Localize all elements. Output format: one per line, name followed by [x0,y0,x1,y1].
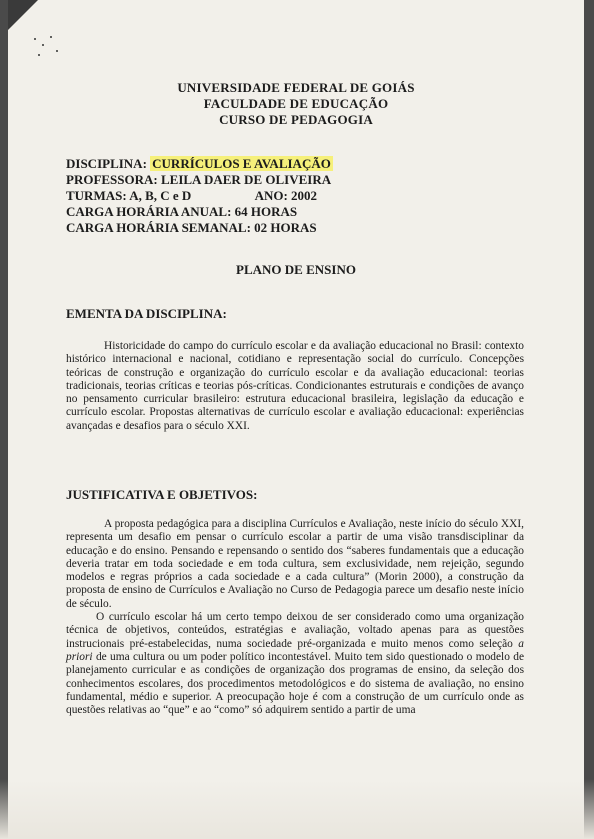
a-priori-italic: a priori [66,637,524,663]
justificativa-title: JUSTIFICATIVA E OBJETIVOS: [66,487,258,502]
justificativa-paragraph-2: O currículo escolar há um certo tempo deixou de ser considerado como uma organização técnica de objetivos, conteúdos, estratégias e avaliação, voltado apenas para as questões instrucionais pré-estabelecidas, numa sociedade pré-organizada e muito menos como seleção a priori de uma cultura ou um poder político incontestável. Muito tem sido questionado o modelo de planejamento curricular e as condições de organização dos programas de ensino, da seleção dos conhecimentos escolares, dos procedimentos metodológicos e do sistema de avaliação, no ensino fundamental, médio e superior. A preocupação hoje é com a construção de um currículo onde as questões relativas ao “que” e ao “como” só adquirem sentido a partir de uma [66,611,524,717]
scan-specks [30,30,70,80]
institution-header [8,80,584,128]
ementa-title: EMENTA DA DISCIPLINA: [66,306,227,321]
folded-corner [8,0,38,30]
course-info [66,156,333,236]
professora-line: PROFESSORA: LEILA DAER DE OLIVEIRA [66,172,332,187]
justificativa-body [66,518,524,717]
carga-semanal-line: CARGA HORÁRIA SEMANAL: 02 HORAS [66,220,317,235]
plano-title: PLANO DE ENSINO [236,262,356,277]
justificativa-paragraph-1: A proposta pedagógica para a disciplina Currículos e Avaliação, neste início do século XXI, representa um desafio em pensar o currículo escolar a partir de uma visão transdisciplinar da educação e do ensino. Pensando e repensando o sentido dos “saberes fundamentais que a educação deveria tratar em toda sociedade e em toda cultura, sem exclusividade, nem rejeição, segundo modelos e regras próprios a cada sociedade e a cada cultura” (Morin 2000), a construção da proposta de ensino de Currículos e Avaliação no Curso de Pedagogia parece um desafio neste início de século. [66,518,524,610]
ano-line: ANO: 2002 [254,188,318,203]
course-name: CURSO DE PEDAGOGIA [219,112,373,127]
scan-shadow [0,779,594,839]
faculty-name: FACULDADE DE EDUCAÇÃO [203,96,389,111]
carga-anual-line: CARGA HORÁRIA ANUAL: 64 HORAS [66,204,298,219]
university-name: UNIVERSIDADE FEDERAL DE GOIÁS [177,80,415,95]
ementa-paragraph: Historicidade do campo do currículo escolar e da avaliação educacional no Brasil: contexto histórico internacional e nacional, cotidiano e representação social do currículo. Concepções teóricas de construção e organização do currículo escolar e da avaliação educacional: teorias tradicionais, teorias críticas e teorias pós-críticas. Condicionantes estruturais e condições de avanço no pensamento curricular brasileiro: estrutura educacional brasileira, legislação da educação e currículo escolar. Propostas alternativas de currículo escolar e avaliação educacional: experiências avançadas e desafios para o século XXI. [66,340,524,432]
disciplina-value: CURRÍCULOS E AVALIAÇÃO [152,156,331,171]
disciplina-label: DISCIPLINA: [66,156,147,171]
turmas-line: TURMAS: A, B, C e D [66,188,192,203]
document-page [8,0,584,839]
ementa-body [66,340,524,433]
